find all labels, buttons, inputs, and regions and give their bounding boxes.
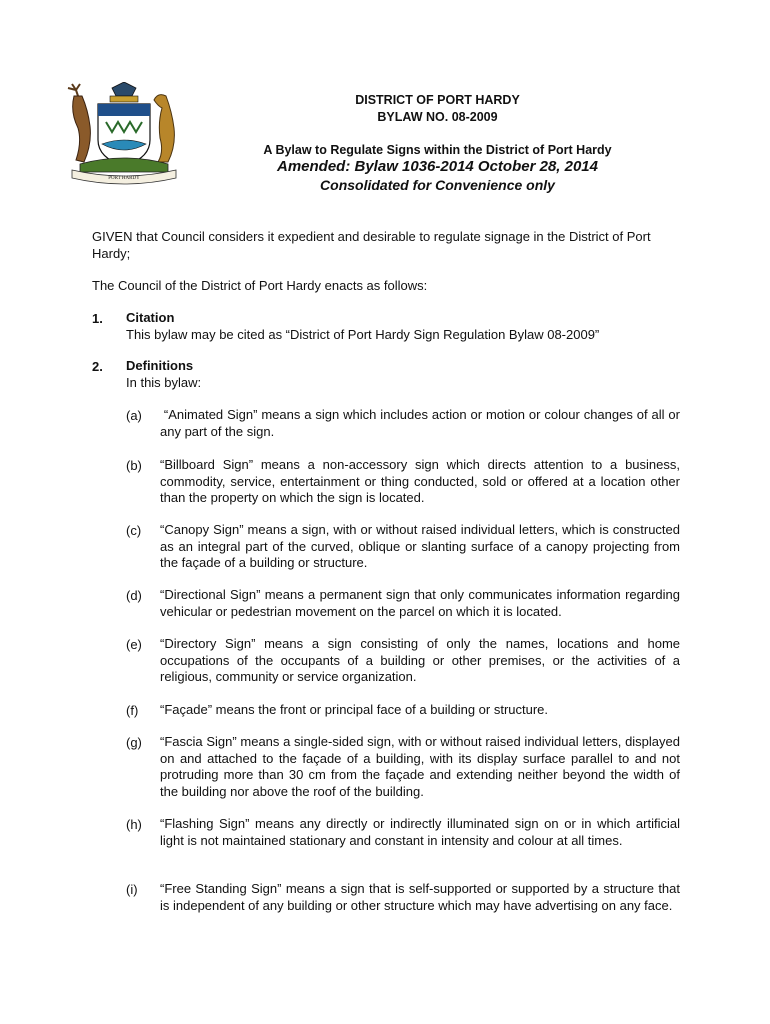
section-definitions — [126, 358, 682, 391]
consolidated-note: Consolidated for Convenience only — [320, 177, 555, 193]
definition-item: “Billboard Sign” means a non-accessory sign which directs attention to a business, commodity, service, entertainment or thing conducted, sold or offered at a location other than the property on which the sign is located. — [160, 457, 680, 505]
amended-note: Amended: Bylaw 1036-2014 October 28, 2014 — [277, 158, 598, 175]
definition-item: “Directional Sign” means a permanent sign that only communicates information regarding vehicular or pedestrian movement on the parcel on which it is located. — [160, 587, 680, 619]
definition-label: (h) — [126, 817, 142, 832]
definition-label: (e) — [126, 637, 142, 652]
definition-item: “Flashing Sign” means any directly or indirectly illuminated sign on or in which artificial light is not maintained stationary and constant in intensity and colour at all times. — [160, 816, 680, 848]
definition-label: (g) — [126, 735, 142, 750]
definition-label: (i) — [126, 882, 138, 897]
definition-label: (f) — [126, 703, 139, 718]
section-number: 1. — [92, 311, 103, 326]
document-title: DISTRICT OF PORT HARDY — [355, 93, 520, 107]
section-citation — [126, 310, 682, 343]
section-heading: Citation — [126, 310, 175, 325]
definition-item: “Façade” means the front or principal face of a building or structure. — [160, 702, 549, 717]
definition-item: “Free Standing Sign” means a sign that is self-supported or supported by a structure that is independent of any building or other structure which may have advertising on any face. — [160, 881, 680, 913]
section-number: 2. — [92, 359, 103, 374]
definition-item: “Fascia Sign” means a single-sided sign, with or without raised individual letters, displayed on and attached to the façade of a building, with its display surface parallel to and not protruding more than 30 cm from the façade and extending neither beyond the width of the building nor above the roof of the building. — [160, 734, 680, 799]
definition-label: (c) — [126, 523, 142, 538]
crest-motto: PORT HARDY — [108, 176, 140, 181]
bylaw-number: BYLAW NO. 08-2009 — [377, 110, 498, 124]
section-text: This bylaw may be cited as “District of Port Hardy Sign Regulation Bylaw 08-2009” — [126, 326, 600, 342]
definition-label: (a) — [126, 408, 142, 423]
definition-label: (d) — [126, 588, 142, 603]
enacts-paragraph: The Council of the District of Port Hardy enacts as follows: — [92, 278, 428, 293]
section-text: In this bylaw: — [126, 374, 202, 390]
definition-item: “Canopy Sign” means a sign, with or without raised individual letters, which is constructed as an integral part of the curved, oblique or slanting surface of a canopy projecting from the façade of a building or structure. — [160, 522, 680, 570]
definition-item: “Directory Sign” means a sign consisting of only the names, locations and home occupations of the occupants of a building or other premises, or the activities of a religious, community or service organization. — [160, 636, 680, 684]
definition-item: “Animated Sign” means a sign which includes action or motion or colour changes of all or any part of the sign. — [160, 407, 680, 439]
coat-of-arms-icon — [62, 82, 186, 186]
definition-label: (b) — [126, 458, 142, 473]
section-heading: Definitions — [126, 358, 194, 373]
given-paragraph: GIVEN that Council considers it expedient and desirable to regulate signage in the District of Port Hardy; — [92, 229, 651, 261]
bylaw-subtitle: A Bylaw to Regulate Signs within the District of Port Hardy — [263, 143, 612, 157]
